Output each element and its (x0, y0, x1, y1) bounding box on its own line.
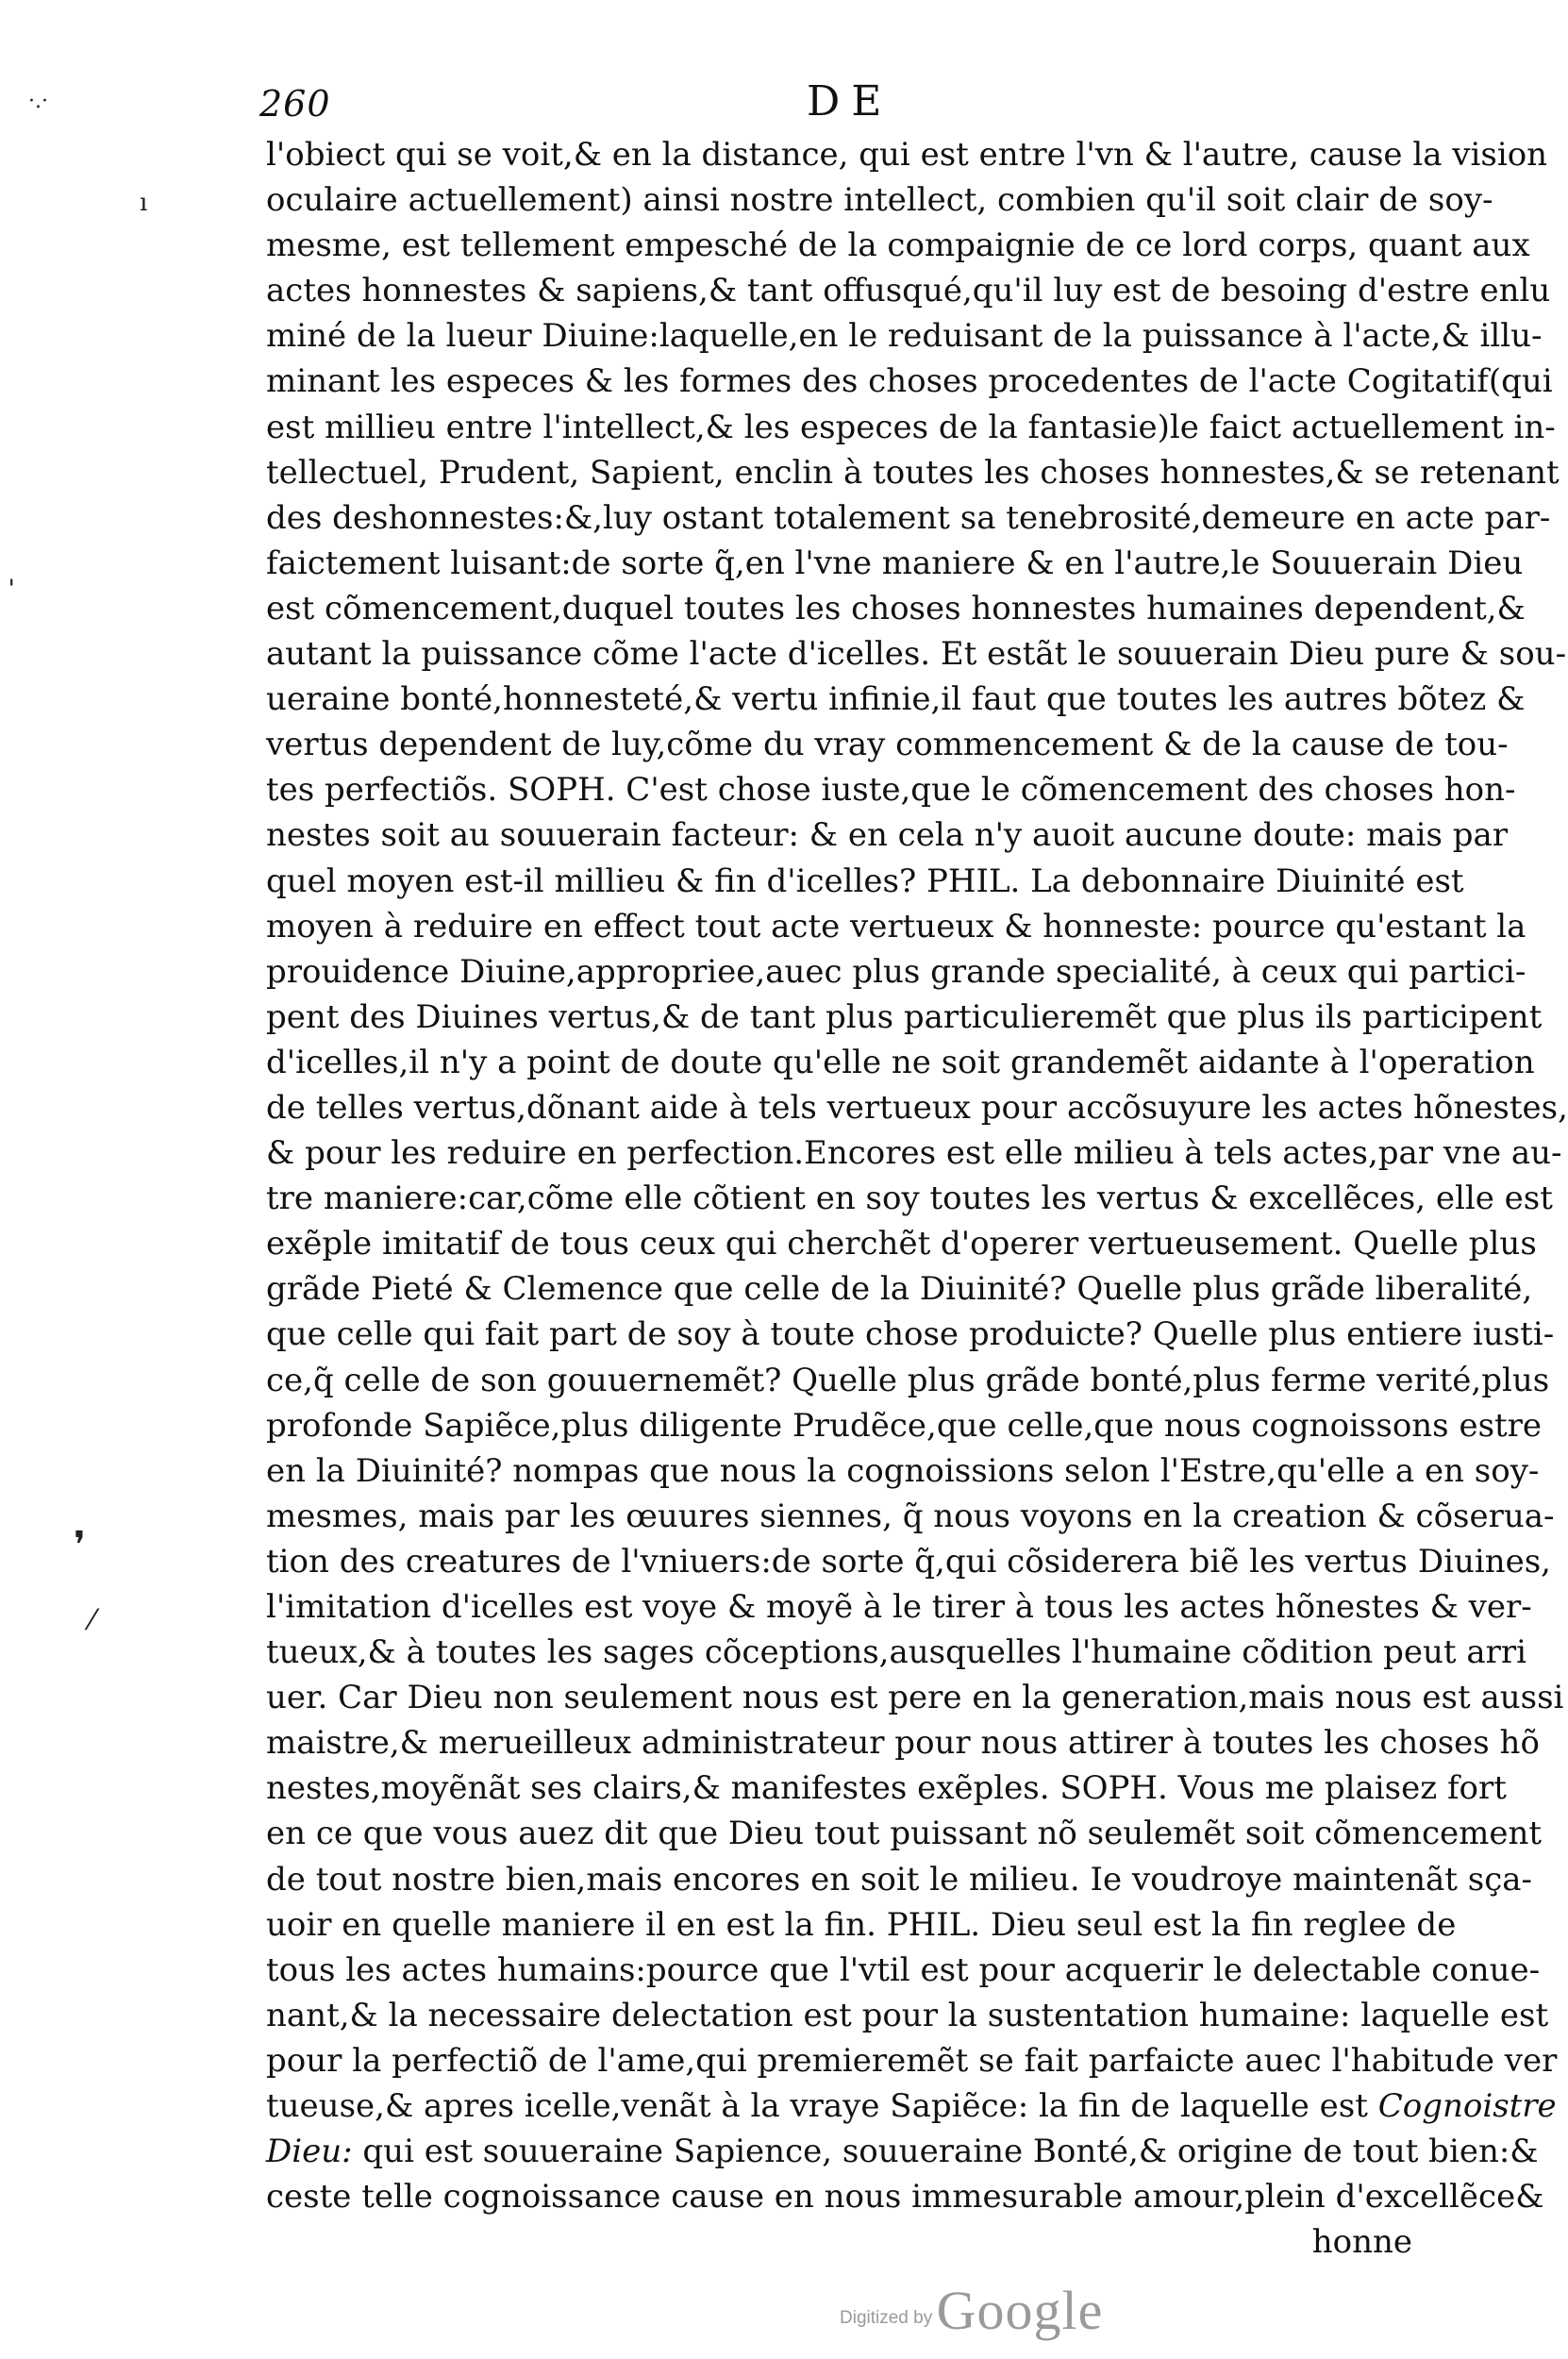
text-line: de telles vertus,dõnant aide à tels vertueux pour accõsuyure les actes hõnestes, (266, 1088, 1568, 1127)
google-logo: Google (936, 2280, 1104, 2341)
text-line: pour la perfectiõ de l'ame,qui premieremẽt se fait parfaicte auec l'habitude ver (266, 2041, 1558, 2080)
text-line: nestes soit au souuerain facteur: & en cela n'y auoit aucune doute: mais par (266, 816, 1509, 855)
text-line: prouidence Diuine,appropriee,auec plus grande specialité, à ceux qui partici- (266, 952, 1526, 991)
text-line: en ce que vous auez dit que Dieu tout puissant nõ seulemẽt soit cõmencement (266, 1815, 1543, 1853)
text-line: mesme, est tellement empesché de la compaignie de ce lord corps, quant aux (266, 226, 1530, 265)
text-line: profonde Sapiẽce,plus diligente Prudẽce,que celle,que nous cognoissons estre (266, 1406, 1543, 1445)
text-line: actes honnestes & sapiens,& tant offusqué,qu'il luy est de besoing d'estre enlu (266, 272, 1551, 310)
text-line: des deshonnestes:&,luy ostant totalement sa tenebrosité,demeure en acte par- (266, 498, 1551, 537)
text-line: tre maniere:car,cõme elle cõtient en soy toutes les vertus & excellẽces, elle est (266, 1180, 1553, 1218)
text-line-with-italic (266, 2083, 1557, 2129)
text-line: minant les especes & les formes des choses procedentes de l'acte Cogitatif(qui (266, 362, 1553, 401)
margin-ink-blot: ❜ (74, 1524, 86, 1567)
text-line: ce,q̃ celle de son gouuernemẽt? Quelle plus grãde bonté,plus ferme verité,plus (266, 1361, 1550, 1399)
margin-tick-mark: ⁄ (90, 1604, 95, 1637)
text-line: tellectuel, Prudent, Sapient, enclin à toutes les choses honnestes,& se retenant (266, 453, 1560, 492)
margin-tick-mark: ı (140, 189, 148, 217)
text-line: faictement luisant:de sorte q̃,en l'vne maniere & en l'autre,le Souuerain Dieu (266, 544, 1524, 582)
text-line: moyen à reduire en effect tout acte vertueux & honneste: pource qu'estant la (266, 907, 1526, 945)
text-line: exẽple imitatif de tous ceux qui cherchẽt d'operer vertueusement. Quelle plus (266, 1225, 1537, 1263)
text-line: de tout nostre bien,mais encores en soit le milieu. Ie voudroye maintenãt sça- (266, 1860, 1533, 1899)
text-line: miné de la lueur Diuine:laquelle,en le reduisant de la puissance à l'acte,& illu- (266, 317, 1543, 356)
page-number: 260 (259, 83, 331, 125)
text-line-start: tueuse,& apres icelle,venãt à la vraye Sapiẽce: la fin de laquelle est (266, 2087, 1368, 2126)
text-line: pent des Diuines vertus,& de tant plus particulieremẽt que plus ils participent (266, 997, 1543, 1036)
text-line: l'obiect qui se voit,& en la distance, qui est entre l'vn & l'autre, cause la vision (266, 136, 1548, 174)
text-line: quel moyen est-il millieu & fin d'icelles? PHIL. La debonnaire Diuinité est (266, 862, 1464, 900)
text-line: est millieu entre l'intellect,& les especes de la fantasie)le faict actuellement in- (266, 408, 1556, 446)
text-line: d'icelles,il n'y a point de doute qu'elle ne soit grandemẽt aidante à l'operation (266, 1043, 1535, 1081)
digitized-watermark (840, 2279, 1103, 2342)
margin-speck-mark: ·.· (28, 90, 48, 113)
text-line: uer. Car Dieu non seulement nous est pere en la generation,mais nous est aussi (266, 1679, 1564, 1717)
text-line: autant la puissance cõme l'acte d'icelles. Et estãt le souuerain Dieu pure & sou- (266, 635, 1567, 674)
text-line: tion des creatures de l'vniuers:de sorte q̃,qui cõsiderera biẽ les vertus Diuines, (266, 1542, 1551, 1581)
text-line: tueux,& à toutes les sages cõceptions,ausquelles l'humaine cõdition peut arri (266, 1633, 1527, 1672)
text-line: nant,& la necessaire delectation est pour la sustentation humaine: laquelle est (266, 1996, 1549, 2034)
text-line: & pour les reduire en perfection.Encores est elle milieu à tels actes,par vne au- (266, 1134, 1562, 1173)
watermark-prefix: Digitized by (840, 2308, 933, 2328)
catchword: honne (1311, 2223, 1412, 2262)
text-line: tous les actes humains:pource que l'vtil est pour acquerir le delectable conue- (266, 1950, 1541, 1989)
text-line: l'imitation d'icelles est voye & moyẽ à le tirer à tous les actes hõnestes & ver- (266, 1588, 1532, 1626)
text-line: uoir en quelle maniere il en est la fin. PHIL. Dieu seul est la fin reglee de (266, 1905, 1457, 1944)
text-line-with-italic (266, 2129, 1539, 2174)
text-line: mesmes, mais par les œuures siennes, q̃ nous voyons en la creation & cõserua- (266, 1497, 1555, 1535)
text-line: tes perfectiõs. SOPH. C'est chose iuste,que le cõmencement des choses hon- (266, 771, 1516, 810)
text-line: oculaire actuellement) ainsi nostre intellect, combien qu'il soit clair de soy- (266, 181, 1493, 220)
body-text (266, 132, 1568, 2265)
text-line: ueraine bonté,honnesteté,& vertu infinie,il faut que toutes les autres bõtez & (266, 680, 1526, 719)
italic-phrase: Dieu: (266, 2133, 353, 2171)
text-line: maistre,& merueilleux administrateur pour nous attirer à toutes les choses hõ (266, 1724, 1540, 1763)
text-line: en la Diuinité? nompas que nous la cognoissions selon l'Estre,qu'elle a en soy- (266, 1451, 1540, 1490)
margin-tick-mark: ˌ (8, 557, 16, 590)
text-line: que celle qui fait part de soy à toute chose produicte? Quelle plus entiere iusti- (266, 1315, 1555, 1354)
text-line: vertus dependent de luy,cõme du vray commencement & de la cause de tou- (266, 726, 1509, 764)
text-line: est cõmencement,duquel toutes les choses honnestes humaines dependent,& (266, 589, 1526, 627)
italic-phrase: Cognoistre (1377, 2087, 1557, 2126)
text-line: ceste telle cognoissance cause en nous immesurable amour,plein d'excellẽce& (266, 2178, 1544, 2217)
running-head: DE (807, 77, 893, 125)
text-line: nestes,moyẽnãt ses clairs,& manifestes exẽples. SOPH. Vous me plaisez fort (266, 1769, 1507, 1808)
text-line: grãde Pieté & Clemence que celle de la Diuinité? Quelle plus grãde liberalité, (266, 1270, 1533, 1309)
text-line-rest: qui est souueraine Sapience, souueraine Bonté,& origine de tout bien:& (352, 2133, 1539, 2171)
